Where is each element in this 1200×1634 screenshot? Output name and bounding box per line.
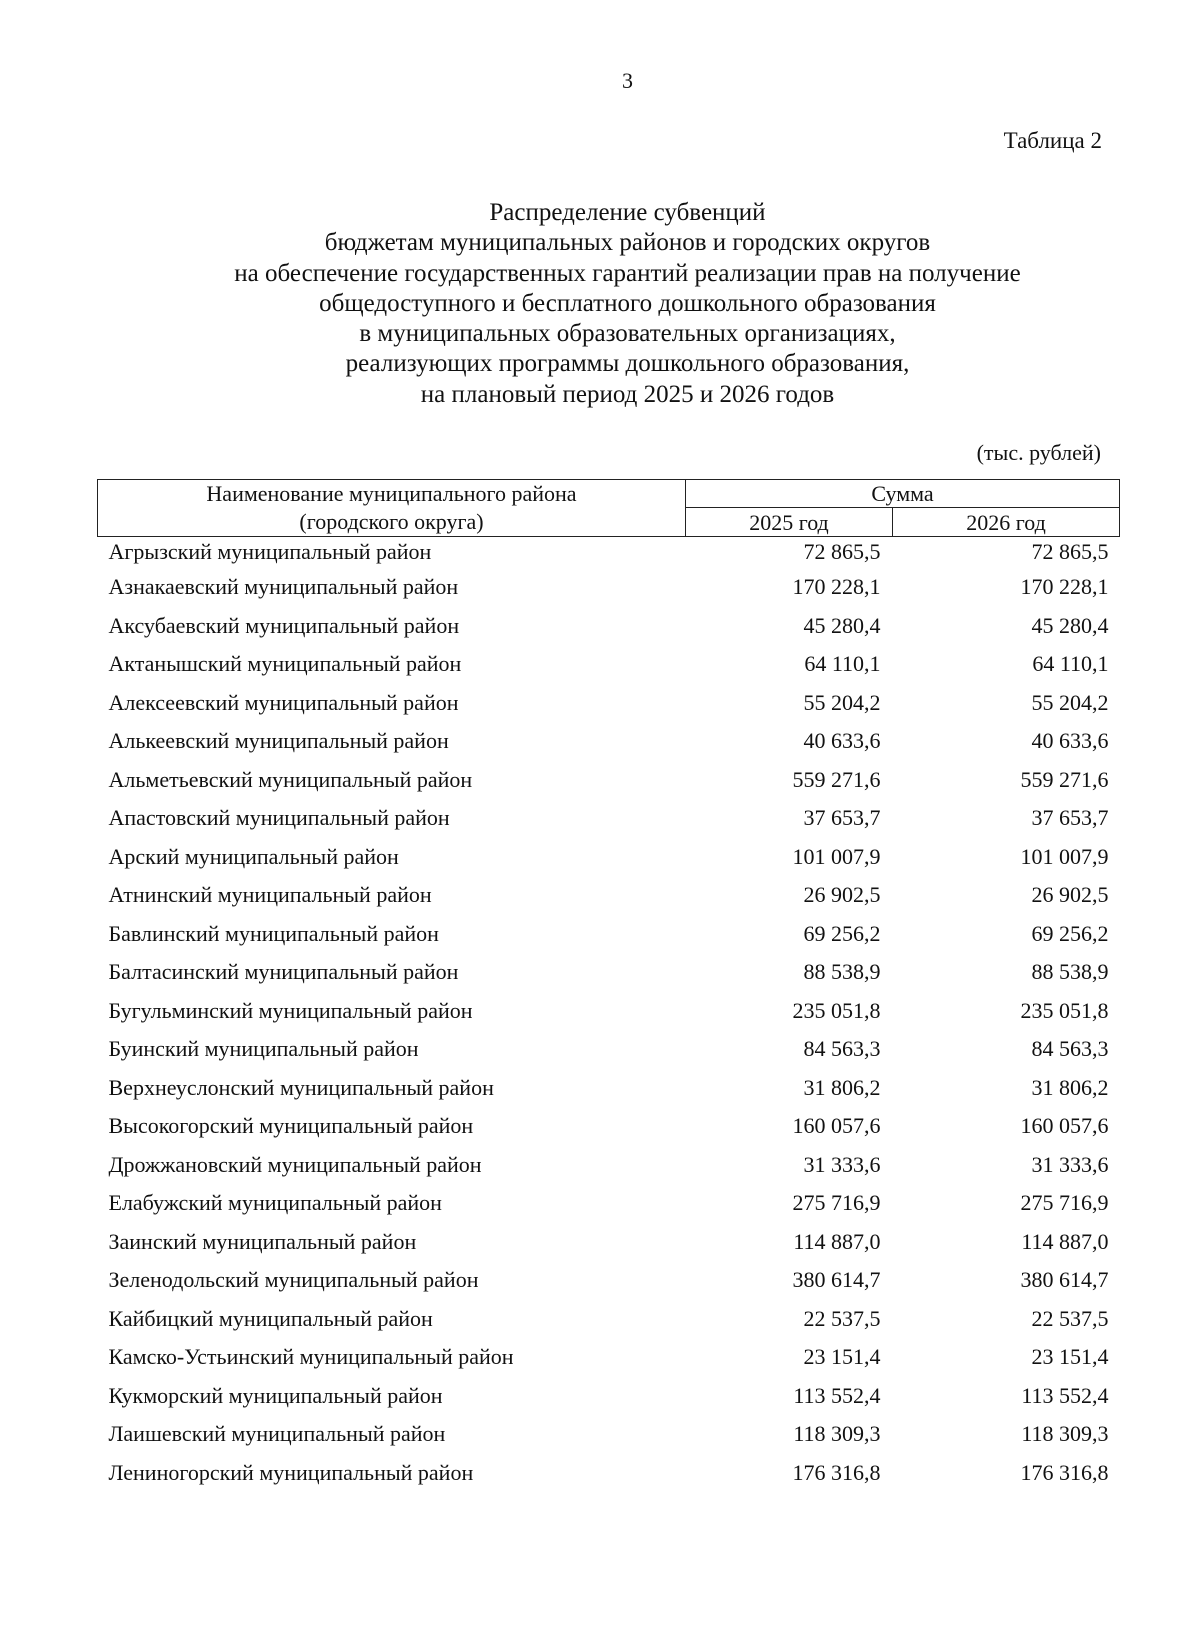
- district-name-cell: Высокогорский муниципальный район: [108, 1113, 474, 1138]
- amount-2025-cell: 176 316,8: [792, 1459, 881, 1485]
- district-name-cell: Заинский муниципальный район: [108, 1228, 417, 1254]
- amount-2025-cell: 84 563,3: [803, 1036, 881, 1061]
- amount-2025-cell: 64 110,1: [804, 651, 881, 676]
- amount-2026-cell: 275 716,9: [1020, 1190, 1109, 1215]
- table-row: [98, 1229, 1120, 1268]
- amount-2025-cell: 37 653,7: [803, 805, 881, 830]
- district-name-cell: Лаишевский муниципальный район: [108, 1421, 446, 1446]
- page-number: 3: [622, 68, 633, 93]
- district-name-cell: Кайбицкий муниципальный район: [108, 1305, 433, 1331]
- amount-2026-cell: 37 653,7: [1031, 805, 1109, 830]
- amount-2025-cell: 55 204,2: [803, 689, 881, 715]
- table-row: [98, 1267, 1120, 1306]
- amount-2026-cell: 118 309,3: [1021, 1421, 1109, 1446]
- table-row: [98, 1152, 1120, 1191]
- district-name-cell: Камско-Устьинский муниципальный район: [108, 1344, 514, 1369]
- table-label: Таблица 2: [1003, 128, 1102, 153]
- table-row: [98, 1113, 1120, 1152]
- table-row: [98, 537, 1120, 575]
- amount-2026-cell: 31 806,2: [1031, 1074, 1109, 1100]
- table-row: [98, 959, 1120, 998]
- amount-2026-cell: 176 316,8: [1020, 1459, 1109, 1485]
- district-name-cell: Апастовский муниципальный район: [108, 805, 450, 830]
- column-header-2026: 2026 год: [893, 508, 1120, 537]
- amount-2025-cell: 26 902,5: [803, 882, 881, 907]
- amount-2025-cell: 170 228,1: [792, 574, 881, 599]
- table-row: [98, 1344, 1120, 1383]
- title-line: на обеспечение государственных гарантий реализации прав на получение: [234, 259, 1021, 287]
- amount-2026-cell: 170 228,1: [1020, 574, 1109, 599]
- table-row: [98, 844, 1120, 883]
- district-name-cell: Алькеевский муниципальный район: [108, 728, 449, 753]
- amount-2026-cell: 235 051,8: [1020, 997, 1109, 1023]
- amount-2025-cell: 88 538,9: [803, 959, 881, 984]
- table-row: [98, 1421, 1120, 1460]
- amount-2026-cell: 22 537,5: [1031, 1305, 1109, 1331]
- amount-2026-cell: 559 271,6: [1020, 766, 1109, 792]
- table-row: [98, 805, 1120, 844]
- amount-2026-cell: 88 538,9: [1031, 959, 1109, 984]
- amount-2025-cell: 31 333,6: [803, 1151, 881, 1177]
- district-name-cell: Аксубаевский муниципальный район: [108, 612, 460, 638]
- title-line: общедоступного и бесплатного дошкольного образования: [319, 289, 936, 317]
- table-row: [98, 651, 1120, 690]
- document-title: [0, 198, 1200, 410]
- amount-2026-cell: 114 887,0: [1021, 1228, 1109, 1254]
- table-row: [98, 1306, 1120, 1345]
- amount-2025-cell: 31 806,2: [803, 1074, 881, 1100]
- amount-2026-cell: 72 865,5: [1031, 539, 1109, 564]
- amount-2026-cell: 40 633,6: [1031, 728, 1109, 753]
- amount-2026-cell: 45 280,4: [1031, 612, 1109, 638]
- column-header-sum: Сумма: [686, 480, 1120, 508]
- district-name-cell: Буинский муниципальный район: [108, 1036, 419, 1061]
- district-name-cell: Арский муниципальный район: [108, 843, 399, 869]
- district-name-cell: Верхнеуслонский муниципальный район: [108, 1074, 494, 1100]
- amount-2025-cell: 380 614,7: [792, 1267, 881, 1292]
- table-row: [98, 1460, 1120, 1499]
- amount-2026-cell: 380 614,7: [1020, 1267, 1109, 1292]
- table-row: [98, 1075, 1120, 1114]
- amount-2026-cell: 31 333,6: [1031, 1151, 1109, 1177]
- amount-2026-cell: 84 563,3: [1031, 1036, 1109, 1061]
- amount-2026-cell: 113 552,4: [1021, 1382, 1109, 1408]
- amount-2025-cell: 114 887,0: [793, 1228, 881, 1254]
- amount-2026-cell: 23 151,4: [1031, 1344, 1109, 1369]
- district-name-cell: Агрызский муниципальный район: [108, 539, 432, 564]
- subvention-table: [97, 479, 1120, 1498]
- district-name-cell: Атнинский муниципальный район: [108, 882, 432, 907]
- amount-2025-cell: 22 537,5: [803, 1305, 881, 1331]
- district-name-cell: Лениногорский муниципальный район: [108, 1459, 474, 1485]
- column-header-name: [98, 480, 686, 537]
- district-name-cell: Бугульминский муниципальный район: [108, 997, 473, 1023]
- amount-2026-cell: 55 204,2: [1031, 689, 1109, 715]
- table-row: [98, 767, 1120, 806]
- table-header: [98, 480, 1120, 537]
- table-row: [98, 921, 1120, 960]
- title-line: на плановый период 2025 и 2026 годов: [420, 380, 835, 408]
- amount-2025-cell: 235 051,8: [792, 997, 881, 1023]
- amount-2025-cell: 101 007,9: [792, 843, 881, 869]
- amount-2026-cell: 160 057,6: [1020, 1113, 1109, 1138]
- district-name-cell: Дрожжановский муниципальный район: [108, 1151, 482, 1177]
- amount-2025-cell: 559 271,6: [792, 766, 881, 792]
- amount-2026-cell: 64 110,1: [1032, 651, 1109, 676]
- table-row: [98, 574, 1120, 613]
- amount-2025-cell: 23 151,4: [803, 1344, 881, 1369]
- title-line: реализующих программы дошкольного образования,: [345, 350, 910, 378]
- table-row: [98, 882, 1120, 921]
- units-label: (тыс. рублей): [976, 440, 1101, 465]
- table-row: [98, 690, 1120, 729]
- amount-2025-cell: 160 057,6: [792, 1113, 881, 1138]
- table-row: [98, 613, 1120, 652]
- table-row: [98, 1190, 1120, 1229]
- district-name-cell: Зеленодольский муниципальный район: [108, 1267, 479, 1292]
- amount-2025-cell: 40 633,6: [803, 728, 881, 753]
- district-name-cell: Кукморский муниципальный район: [108, 1382, 443, 1408]
- table-row: [98, 1383, 1120, 1422]
- title-line: бюджетам муниципальных районов и городских округов: [324, 229, 931, 257]
- district-name-cell: Азнакаевский муниципальный район: [108, 574, 459, 599]
- amount-2025-cell: 275 716,9: [792, 1190, 881, 1215]
- table-row: [98, 1036, 1120, 1075]
- amount-2026-cell: 101 007,9: [1020, 843, 1109, 869]
- title-line: Распределение субвенций: [489, 199, 766, 226]
- table-row: [98, 728, 1120, 767]
- district-name-cell: Елабужский муниципальный район: [108, 1190, 442, 1215]
- district-name-cell: Балтасинский муниципальный район: [108, 959, 459, 984]
- district-name-cell: Альметьевский муниципальный район: [108, 766, 473, 792]
- amount-2025-cell: 45 280,4: [803, 612, 881, 638]
- amount-2025-cell: 69 256,2: [803, 920, 881, 946]
- amount-2025-cell: 113 552,4: [793, 1382, 881, 1408]
- title-line: в муниципальных образовательных организациях,: [359, 320, 896, 348]
- column-header-name-line1: Наименование муниципального района: [206, 481, 577, 506]
- amount-2026-cell: 26 902,5: [1031, 882, 1109, 907]
- amount-2025-cell: 72 865,5: [803, 539, 881, 564]
- district-name-cell: Бавлинский муниципальный район: [108, 920, 439, 946]
- column-header-2025: 2025 год: [686, 508, 893, 537]
- table-row: [98, 998, 1120, 1037]
- column-header-name-line2: (городского округа): [299, 509, 484, 534]
- district-name-cell: Актанышский муниципальный район: [108, 651, 462, 676]
- amount-2026-cell: 69 256,2: [1031, 920, 1109, 946]
- amount-2025-cell: 118 309,3: [793, 1421, 881, 1446]
- table-body: [98, 537, 1120, 1499]
- district-name-cell: Алексеевский муниципальный район: [108, 689, 459, 715]
